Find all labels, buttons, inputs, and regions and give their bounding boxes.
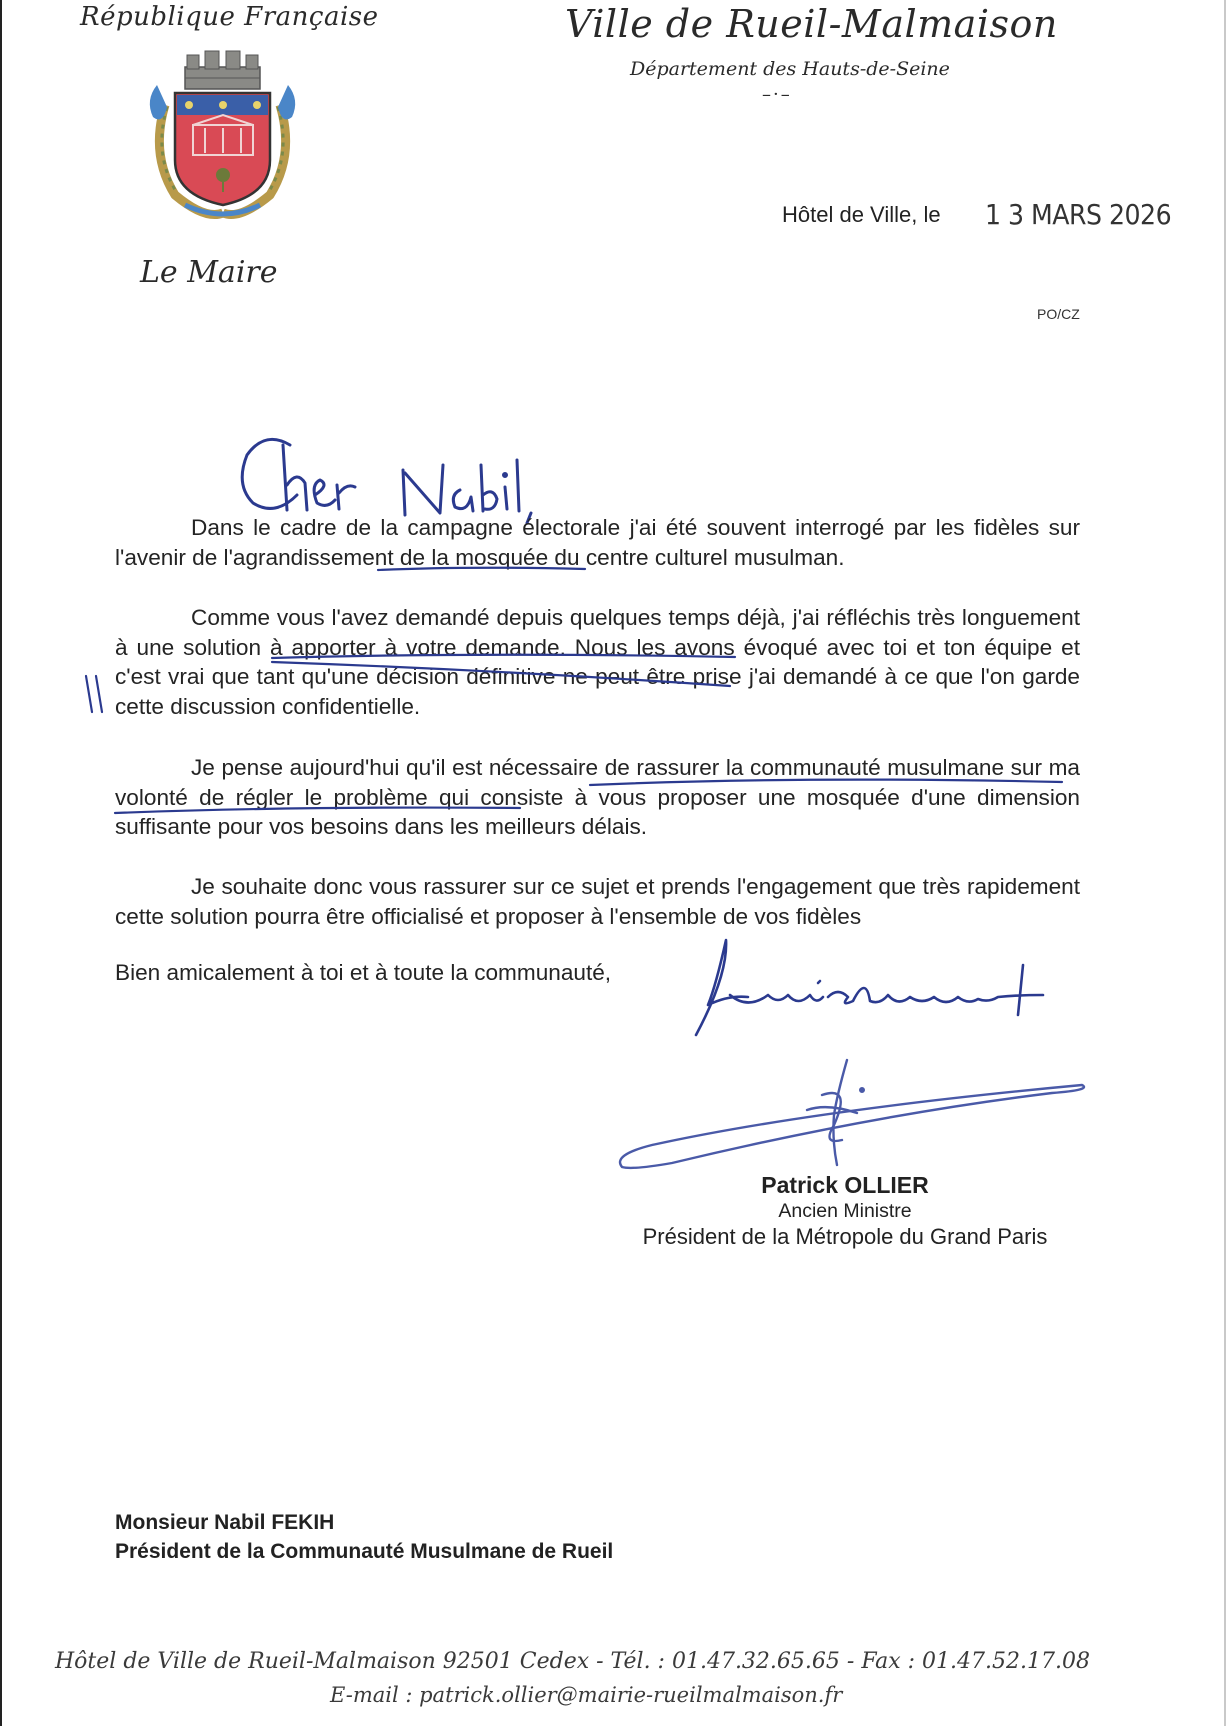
- city-heading: Ville de Rueil-Malmaison: [565, 2, 1058, 46]
- header-separator: –·–: [762, 84, 792, 105]
- paragraph-2: Comme vous l'avez demandé depuis quelques temps déjà, j'ai réfléchis très longuement à une solution à apporter à votre demande. Nous les avons évoqué avec toi et ton équipe et c'est vrai que tant qu'une décision définitive ne peut être prise j'ai demandé à ce que l'on garde cette discussion confidentielle.: [115, 605, 1080, 719]
- paragraph-4: Je souhaite donc vous rassurer sur ce sujet et prends l'engagement que très rapidement cette solution pourra être officialisé et proposer à l'ensemble de vos fidèles: [115, 874, 1080, 929]
- underline-necessaire: [590, 780, 1062, 785]
- margin-mark-1: [86, 676, 92, 712]
- closing-line: Bien amicalement à toi et à toute la communauté,: [115, 960, 612, 985]
- republique-heading: République Française: [80, 2, 379, 32]
- signatory-name: Patrick OLLIER: [761, 1172, 929, 1198]
- paragraph-1: Dans le cadre de la campagne électorale j'ai été souvent interrogé par les fidèles sur l'avenir de l'agrandissement de la mosquée du centre culturel musulman.: [115, 515, 1080, 570]
- footer-email: E-mail : patrick.ollier@mairie-rueilmalmaison.fr: [330, 1683, 843, 1707]
- underline-agrandissement: [378, 568, 585, 570]
- signatory-title-1: Ancien Ministre: [778, 1200, 912, 1222]
- margin-mark-2: [96, 676, 102, 712]
- underline-musulmane: [115, 808, 520, 813]
- mayor-heading: Le Maire: [140, 255, 278, 290]
- underline-solution-tail: [272, 662, 730, 686]
- footer-address: Hôtel de Ville de Rueil-Malmaison 92501 Cedex - Tél. : 01.47.32.65.65 - Fax : 01.47.52.17.08: [55, 1649, 1090, 1674]
- paragraph-3: Je pense aujourd'hui qu'il est nécessaire de rassurer la communauté musulmane sur ma volonté de régler le problème qui consiste à vous proposer une mosquée d'une dimension suffisante pour vos besoins dans les meilleurs délais.: [115, 755, 1080, 839]
- department-heading: Département des Hauts-de-Seine: [630, 58, 950, 80]
- underline-solution: [272, 655, 735, 658]
- signatory-title-2: Président de la Métropole du Grand Paris: [642, 1224, 1048, 1249]
- dateline-label: Hôtel de Ville, le: [782, 202, 941, 227]
- handwritten-closing: [688, 935, 1073, 1040]
- signature-icon: [612, 1055, 1092, 1175]
- reference-code: PO/CZ: [1037, 306, 1080, 322]
- recipient-role: Président de la Communauté Musulmane de Rueil: [115, 1540, 614, 1563]
- recipient-name: Monsieur Nabil FEKIH: [115, 1511, 335, 1534]
- date-stamp: 1 3 MARS 2026: [985, 198, 1172, 231]
